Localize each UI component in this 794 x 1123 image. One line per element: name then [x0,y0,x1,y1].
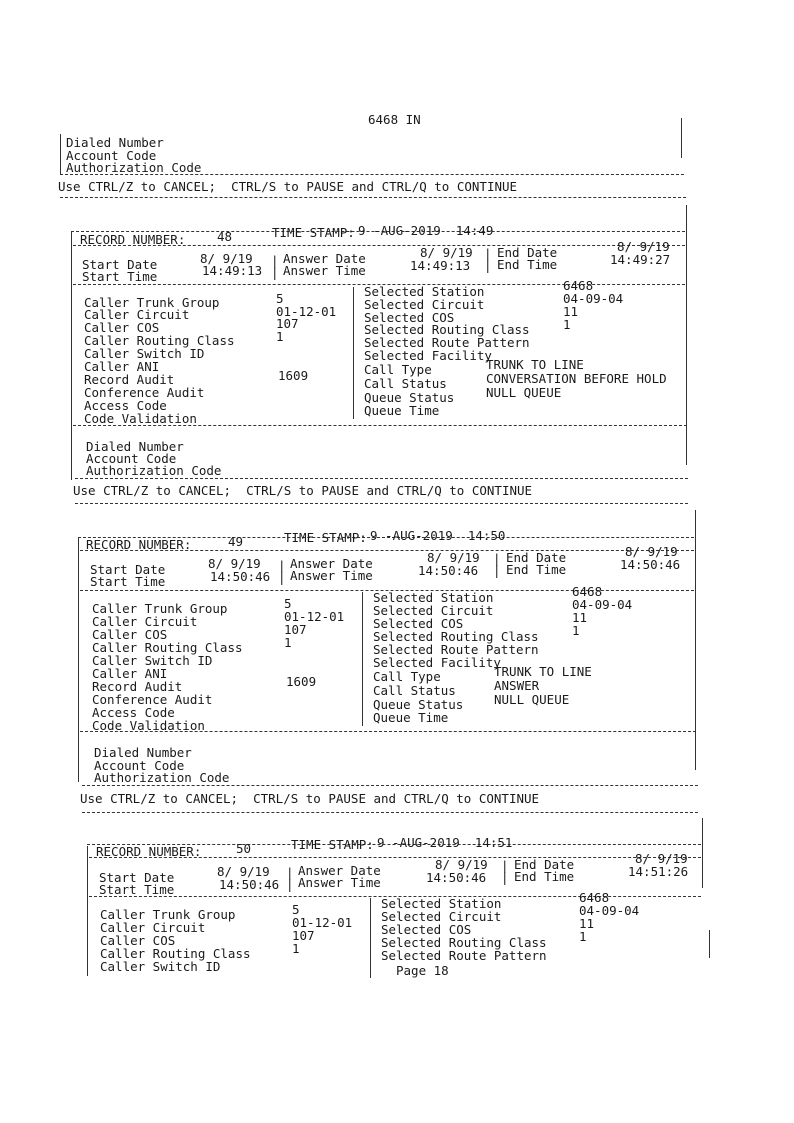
caller-cos: 107 [276,316,299,331]
queue-status: NULL QUEUE [494,692,570,707]
queue-time-label: Queue Time [373,710,449,725]
end-time-label: End Time [497,257,558,272]
call-type-label: Call Type [373,669,441,684]
record-border-left [78,538,79,782]
selected-route-pattern-label: Selected Route Pattern [381,948,547,963]
conference-audit-label: Conference Audit [84,385,205,400]
column-separator: | [484,246,492,261]
start-date-label: Start Date [99,870,175,885]
divider [82,812,698,813]
record-border-left [71,232,72,480]
selected-circuit: 04-09-04 [572,597,633,612]
divider [73,245,685,246]
selected-routing-class-label: Selected Routing Class [373,629,539,644]
selected-routing-class-label: Selected Routing Class [364,322,530,337]
caller-routing-class: 1 [276,329,284,344]
divider [75,478,688,479]
selected-circuit-label: Selected Circuit [373,603,494,618]
caller-circuit: 01-12-01 [284,609,345,624]
left-border [60,134,61,174]
account-code-label: Account Code [86,451,177,466]
divider [89,857,701,858]
divider [80,731,696,732]
scan-mark [709,930,710,958]
start-time-label: Start Time [99,882,175,897]
record-number-label: RECORD NUMBER: [80,232,186,247]
queue-status: NULL QUEUE [486,385,562,400]
authorization-code-label: Authorization Code [66,160,202,175]
cancel-instructions: Use CTRL/Z to CANCEL; CTRL/S to PAUSE and CTRL/Q to CONTINUE [73,483,533,498]
caller-trunk-group: 5 [292,902,300,917]
caller-ani-label: Caller ANI [84,359,160,374]
call-type-label: Call Type [364,362,432,377]
page-title: 6468 IN [368,112,421,127]
authorization-code-label: Authorization Code [86,463,222,478]
selected-station: 6468 [563,278,594,293]
caller-routing-class: 1 [292,941,300,956]
column-separator: | [493,551,501,566]
end-date-label: End Date [514,857,575,872]
start-time: 14:50:46 [219,877,280,892]
cancel-instructions: Use CTRL/Z to CANCEL; CTRL/S to PAUSE and CTRL/Q to CONTINUE [80,791,540,806]
end-time: 14:50:46 [620,557,681,572]
right-border [681,118,682,158]
column-separator: | [271,265,279,280]
call-type: TRUNK TO LINE [486,357,584,372]
end-date-label: End Date [497,245,558,260]
record-number-label: RECORD NUMBER: [86,537,192,552]
start-time-label: Start Time [82,269,158,284]
queue-status-label: Queue Status [373,697,464,712]
caller-circuit-label: Caller Circuit [100,920,206,935]
selected-station: 6468 [579,890,610,905]
dialed-number-label: Dialed Number [94,745,192,760]
answer-time: 14:50:46 [418,563,479,578]
record-border-left [87,846,88,976]
column-divider [370,898,371,978]
divider [82,785,698,786]
time-stamp-label: TIME STAMP: [272,225,355,240]
end-date-label: End Date [506,550,567,565]
call-type: TRUNK TO LINE [494,664,592,679]
selected-station-label: Selected Station [373,590,494,605]
divider [60,197,686,198]
account-code-label: Account Code [66,148,157,163]
caller-ani-label: Caller ANI [92,666,168,681]
caller-cos-label: Caller COS [84,320,160,335]
selected-cos: 11 [572,610,588,625]
caller-routing-class-label: Caller Routing Class [92,640,243,655]
column-separator: | [493,563,501,578]
column-separator: | [286,865,294,880]
selected-route-pattern-label: Selected Route Pattern [364,335,530,350]
caller-cos: 107 [284,622,307,637]
column-separator: | [278,558,286,573]
start-date-label: Start Date [82,257,158,272]
answer-time-label: Answer Time [290,568,373,583]
column-divider [353,287,354,419]
caller-trunk-group-label: Caller Trunk Group [92,601,228,616]
start-date: 8/ 9/19 [208,556,261,571]
page-number: Page 18 [396,963,449,978]
selected-routing-class: 1 [563,317,571,332]
record-audit-label: Record Audit [92,679,183,694]
end-time: 14:49:27 [610,252,671,267]
record-number: 50 [236,841,252,856]
selected-facility-label: Selected Facility [364,348,492,363]
time-stamp: 9 -AUG-2019 14:50 [370,528,506,543]
queue-status-label: Queue Status [364,390,455,405]
start-date: 8/ 9/19 [217,864,270,879]
caller-cos: 107 [292,928,315,943]
selected-station: 6468 [572,584,603,599]
record-number: 49 [228,534,244,549]
end-date: 8/ 9/19 [625,544,678,559]
answer-time-label: Answer Time [283,263,366,278]
divider [80,550,694,551]
time-stamp-label: TIME STAMP: [284,530,367,545]
caller-circuit-label: Caller Circuit [84,307,190,322]
selected-cos: 11 [579,916,595,931]
selected-cos-label: Selected COS [381,922,472,937]
answer-time-label: Answer Time [298,875,381,890]
column-separator: | [484,258,492,273]
divider [75,503,688,504]
selected-circuit: 04-09-04 [563,291,624,306]
record-audit: 1609 [286,674,317,689]
time-stamp-label: TIME STAMP: [291,837,374,852]
start-time: 14:50:46 [210,569,271,584]
queue-time-label: Queue Time [364,403,440,418]
caller-trunk-group: 5 [284,596,292,611]
caller-circuit: 01-12-01 [292,915,353,930]
record-border-right [702,818,703,888]
record-number: 48 [217,229,233,244]
caller-routing-class-label: Caller Routing Class [84,333,235,348]
answer-time: 14:49:13 [410,258,471,273]
access-code-label: Access Code [84,398,167,413]
selected-routing-class: 1 [579,929,587,944]
answer-date: 8/ 9/19 [427,550,480,565]
selected-routing-class: 1 [572,623,580,638]
authorization-code-label: Authorization Code [94,770,230,785]
caller-circuit-label: Caller Circuit [92,614,198,629]
selected-circuit-label: Selected Circuit [381,909,502,924]
call-status-label: Call Status [373,683,456,698]
caller-cos-label: Caller COS [100,933,176,948]
end-time-label: End Time [514,869,575,884]
caller-switch-id-label: Caller Switch ID [84,346,205,361]
column-separator: | [501,858,509,873]
conference-audit-label: Conference Audit [92,692,213,707]
start-time: 14:49:13 [202,263,263,278]
record-audit: 1609 [278,368,309,383]
selected-station-label: Selected Station [381,896,502,911]
access-code-label: Access Code [92,705,175,720]
caller-cos-label: Caller COS [92,627,168,642]
divider [73,425,687,426]
call-status: ANSWER [494,678,540,693]
time-stamp: 9 -AUG-2019 14:51 [377,835,513,850]
selected-cos-label: Selected COS [364,310,455,325]
caller-trunk-group-label: Caller Trunk Group [100,907,236,922]
end-date: 8/ 9/19 [635,851,688,866]
selected-circuit: 04-09-04 [579,903,640,918]
column-separator: | [271,253,279,268]
answer-date: 8/ 9/19 [435,857,488,872]
caller-trunk-group: 5 [276,291,284,306]
answer-date: 8/ 9/19 [420,245,473,260]
dialed-number-label: Dialed Number [86,439,184,454]
code-validation-label: Code Validation [84,411,197,426]
caller-trunk-group-label: Caller Trunk Group [84,295,220,310]
record-border-right [686,205,687,465]
selected-station-label: Selected Station [364,284,485,299]
record-audit-label: Record Audit [84,372,175,387]
caller-switch-id-label: Caller Switch ID [92,653,213,668]
column-separator: | [286,877,294,892]
column-separator: | [278,570,286,585]
divider [60,174,684,175]
start-time-label: Start Time [90,574,166,589]
selected-circuit-label: Selected Circuit [364,297,485,312]
record-number-label: RECORD NUMBER: [96,844,202,859]
answer-date-label: Answer Date [283,251,366,266]
account-code-label: Account Code [94,758,185,773]
call-status: CONVERSATION BEFORE HOLD [486,371,667,386]
caller-switch-id-label: Caller Switch ID [100,959,221,974]
answer-date-label: Answer Date [298,863,381,878]
caller-routing-class-label: Caller Routing Class [100,946,251,961]
start-date: 8/ 9/19 [200,251,253,266]
end-time: 14:51:26 [628,864,689,879]
selected-facility-label: Selected Facility [373,655,501,670]
column-divider [362,592,363,726]
code-validation-label: Code Validation [92,718,205,733]
selected-cos-label: Selected COS [373,616,464,631]
time-stamp: 9 -AUG-2019 14:49 [358,223,494,238]
caller-routing-class: 1 [284,635,292,650]
end-time-label: End Time [506,562,567,577]
call-status-label: Call Status [364,376,447,391]
answer-date-label: Answer Date [290,556,373,571]
selected-route-pattern-label: Selected Route Pattern [373,642,539,657]
answer-time: 14:50:46 [426,870,487,885]
end-date: 8/ 9/19 [617,239,670,254]
column-separator: | [501,870,509,885]
selected-routing-class-label: Selected Routing Class [381,935,547,950]
cancel-instructions: Use CTRL/Z to CANCEL; CTRL/S to PAUSE and CTRL/Q to CONTINUE [58,179,518,194]
caller-circuit: 01-12-01 [276,304,337,319]
selected-cos: 11 [563,304,579,319]
dialed-number-label: Dialed Number [66,135,164,150]
start-date-label: Start Date [90,562,166,577]
